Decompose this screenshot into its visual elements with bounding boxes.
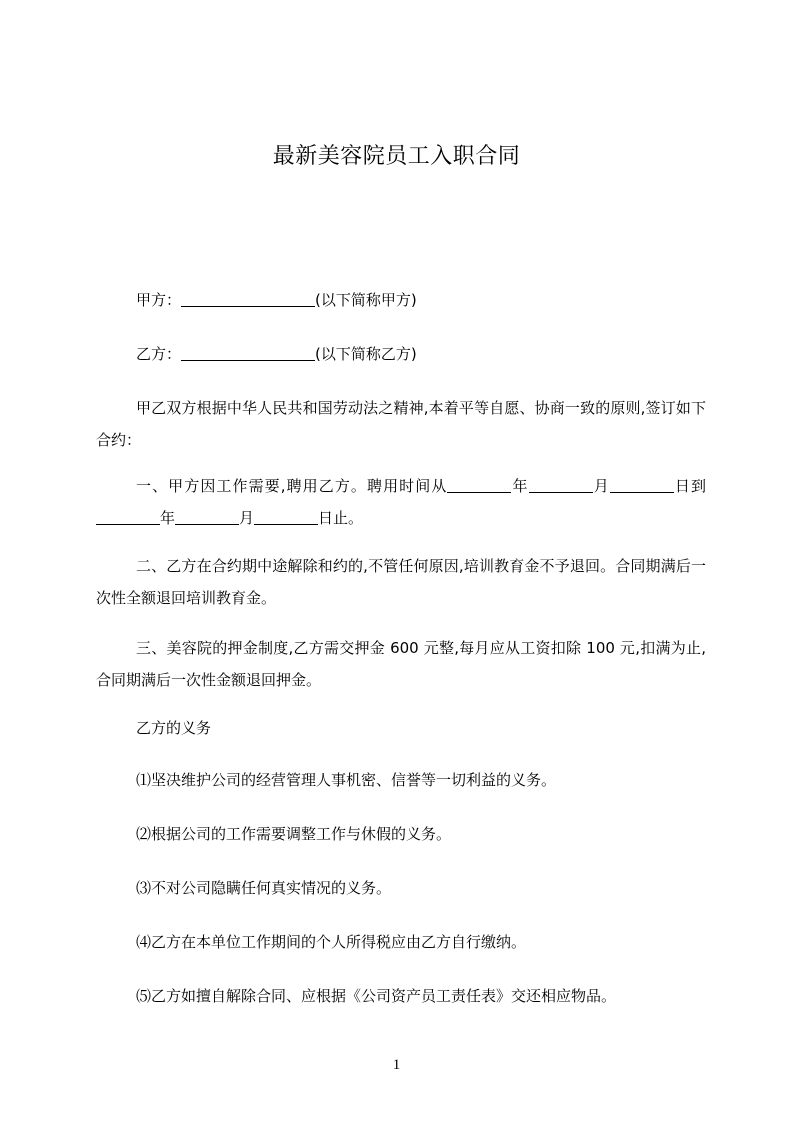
party-b-note: (以下简称乙方): [315, 345, 417, 363]
page-number: 1: [392, 1057, 401, 1073]
party-a-line: [136, 284, 417, 316]
obligation-item: ⑴坚决维护公司的经营管理人事机密、信誉等一切利益的义务。: [136, 771, 557, 789]
intro-paragraph: 甲乙双方根据中华人民共和国劳动法之精神,本着平等自愿、协商一致的原则,签订如下合约：: [96, 399, 706, 449]
party-a-note: (以下简称甲方): [315, 291, 417, 309]
end-day-blank: [254, 504, 318, 525]
clause-1-month-1: 月: [592, 477, 610, 495]
start-month-blank: [529, 472, 593, 493]
clause-1-year-1: 年: [511, 477, 529, 495]
party-b-line: [136, 338, 417, 370]
party-a-label: 甲方：: [136, 291, 182, 309]
clause-3-paragraph: 三、美容院的押金制度,乙方需交押金 600 元整,每月应从工资扣除 100 元,扣满为止,合同期满后一次性金额退回押金。: [96, 639, 706, 689]
obligations-heading: 乙方的义务: [136, 719, 212, 737]
clause-2-paragraph: 二、乙方在合约期中途解除和约的,不管任何原因,培训教育金不予退回。合同期满后一次性全额退回培训教育金。: [96, 557, 706, 607]
obligation-item: ⑵根据公司的工作需要调整工作与休假的义务。: [136, 825, 452, 843]
clause-1-to: 到: [690, 477, 706, 495]
end-year-blank: [96, 504, 160, 525]
start-year-blank: [447, 472, 511, 493]
clause-1-start: 一、甲方因工作需要,聘用乙方。聘用时间从: [136, 477, 448, 495]
party-a-blank: [181, 286, 315, 307]
party-b-label: 乙方：: [136, 345, 182, 363]
obligation-item: ⑶不对公司隐瞒任何真实情况的义务。: [136, 879, 392, 897]
obligation-item: ⑸乙方如擅自解除合同、应根据《公司资产员工责任表》交还相应物品。: [136, 987, 617, 1005]
clause-1-end: 日止。: [318, 509, 364, 527]
end-month-blank: [175, 504, 239, 525]
obligation-item: ⑷乙方在本单位工作期间的个人所得税应由乙方自行缴纳。: [136, 933, 527, 951]
clause-1-year-2: 年: [160, 509, 176, 527]
clause-1-month-2: 月: [239, 509, 255, 527]
start-day-blank: [610, 472, 674, 493]
clause-1-day-1: 日: [673, 477, 691, 495]
document-title: 最新美容院员工入职合同: [272, 144, 521, 169]
clause-1-paragraph: [96, 470, 706, 534]
party-b-blank: [181, 340, 315, 361]
